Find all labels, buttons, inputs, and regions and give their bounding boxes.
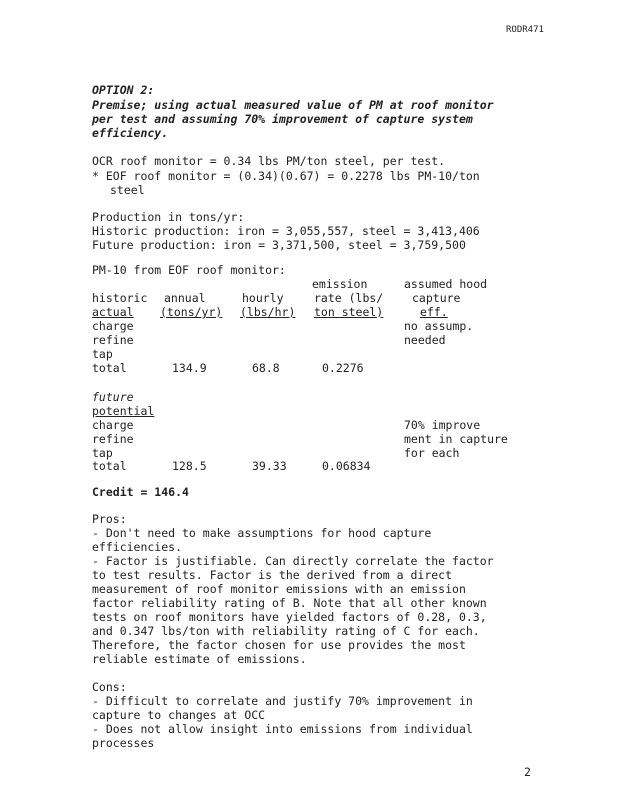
historic-tap-label: tap bbox=[92, 347, 113, 361]
future-total-label: total bbox=[92, 459, 127, 473]
pros-heading: Pros: bbox=[92, 512, 127, 526]
premise-line-1: Premise; using actual measured value of PM at roof monitor bbox=[92, 98, 494, 112]
header-eff: eff. bbox=[420, 305, 448, 319]
pros-line: - Factor is justifiable. Can directly correlate the factor bbox=[92, 554, 494, 568]
eof-roof-monitor-line-cont: steel bbox=[110, 183, 145, 197]
historic-charge-label: charge bbox=[92, 319, 134, 333]
header-historic: historic bbox=[92, 291, 148, 305]
header-ton-steel: ton steel) bbox=[314, 305, 384, 319]
production-heading: Production in tons/yr: bbox=[92, 210, 245, 224]
header-capture: capture bbox=[412, 291, 461, 305]
future-production: Future production: iron = 3,371,500, steel = 3,759,500 bbox=[92, 238, 466, 252]
historic-refine-label: refine bbox=[92, 333, 134, 347]
historic-total-hourly: 68.8 bbox=[252, 361, 280, 375]
emissions-table bbox=[92, 278, 532, 463]
historic-total-rate: 0.2276 bbox=[322, 361, 364, 375]
premise-line-2: per test and assuming 70% improvement of capture system bbox=[92, 112, 473, 126]
future-charge-note: 70% improve bbox=[404, 418, 481, 432]
header-assumed-hood: assumed hood bbox=[404, 277, 488, 291]
ocr-roof-monitor-line: OCR roof monitor = 0.34 lbs PM/ton steel, per test. bbox=[92, 154, 446, 168]
historic-refine-note: needed bbox=[404, 333, 446, 347]
future-total-row bbox=[92, 460, 532, 474]
historic-production: Historic production: iron = 3,055,557, steel = 3,413,406 bbox=[92, 224, 480, 238]
cons-heading: Cons: bbox=[92, 680, 127, 694]
future-refine-label: refine bbox=[92, 432, 134, 446]
header-rate: rate (lbs/ bbox=[314, 291, 384, 305]
pros-line: factor reliability rating of B. Note that all other known bbox=[92, 596, 487, 610]
cons-line: - Difficult to correlate and justify 70% improvement in bbox=[92, 694, 473, 708]
cons-line: capture to changes at OCC bbox=[92, 708, 266, 722]
pros-line: reliable estimate of emissions. bbox=[92, 652, 307, 666]
historic-charge-note: no assump. bbox=[404, 319, 474, 333]
pros-line: efficiencies. bbox=[92, 540, 183, 554]
header-lbs-hr: (lbs/hr) bbox=[240, 305, 296, 319]
historic-total-label: total bbox=[92, 361, 127, 375]
option-heading: OPTION 2: bbox=[92, 83, 155, 97]
future-total-rate: 0.06834 bbox=[322, 459, 371, 473]
historic-total-annual: 134.9 bbox=[172, 361, 207, 375]
pros-line: and 0.347 lbs/ton with reliability rating of C for each. bbox=[92, 624, 480, 638]
cons-line: - Does not allow insight into emissions from individual bbox=[92, 722, 473, 736]
header-emission: emission bbox=[312, 277, 368, 291]
page-number: 2 bbox=[524, 765, 531, 779]
future-total-hourly: 39.33 bbox=[252, 459, 287, 473]
document-id: RODR471 bbox=[506, 25, 544, 35]
future-refine-note: ment in capture bbox=[404, 432, 508, 446]
pm10-heading: PM-10 from EOF roof monitor: bbox=[92, 263, 286, 277]
pros-line: measurement of roof monitor emissions with an emission bbox=[92, 582, 466, 596]
pros-line: tests on roof monitors have yielded factors of 0.28, 0.3, bbox=[92, 610, 487, 624]
future-heading: future bbox=[92, 390, 134, 404]
future-charge-label: charge bbox=[92, 418, 134, 432]
pros-line: Therefore, the factor chosen for use provides the most bbox=[92, 638, 466, 652]
header-tons-yr: (tons/yr) bbox=[160, 305, 223, 319]
future-tap-label: tap bbox=[92, 446, 113, 460]
eof-roof-monitor-line: * EOF roof monitor = (0.34)(0.67) = 0.2278 lbs PM-10/ton bbox=[92, 169, 480, 183]
pros-line: to test results. Factor is the derived from a direct bbox=[92, 568, 453, 582]
header-annual: annual bbox=[164, 291, 206, 305]
credit-line: Credit = 146.4 bbox=[92, 485, 189, 499]
future-total-annual: 128.5 bbox=[172, 459, 207, 473]
header-hourly: hourly bbox=[242, 291, 284, 305]
future-tap-note: for each bbox=[404, 446, 460, 460]
future-potential-heading: potential bbox=[92, 404, 155, 418]
header-actual: actual bbox=[92, 305, 134, 319]
premise-line-3: efficiency. bbox=[92, 126, 169, 140]
pros-line: - Don't need to make assumptions for hood capture bbox=[92, 526, 432, 540]
cons-line: processes bbox=[92, 736, 155, 750]
